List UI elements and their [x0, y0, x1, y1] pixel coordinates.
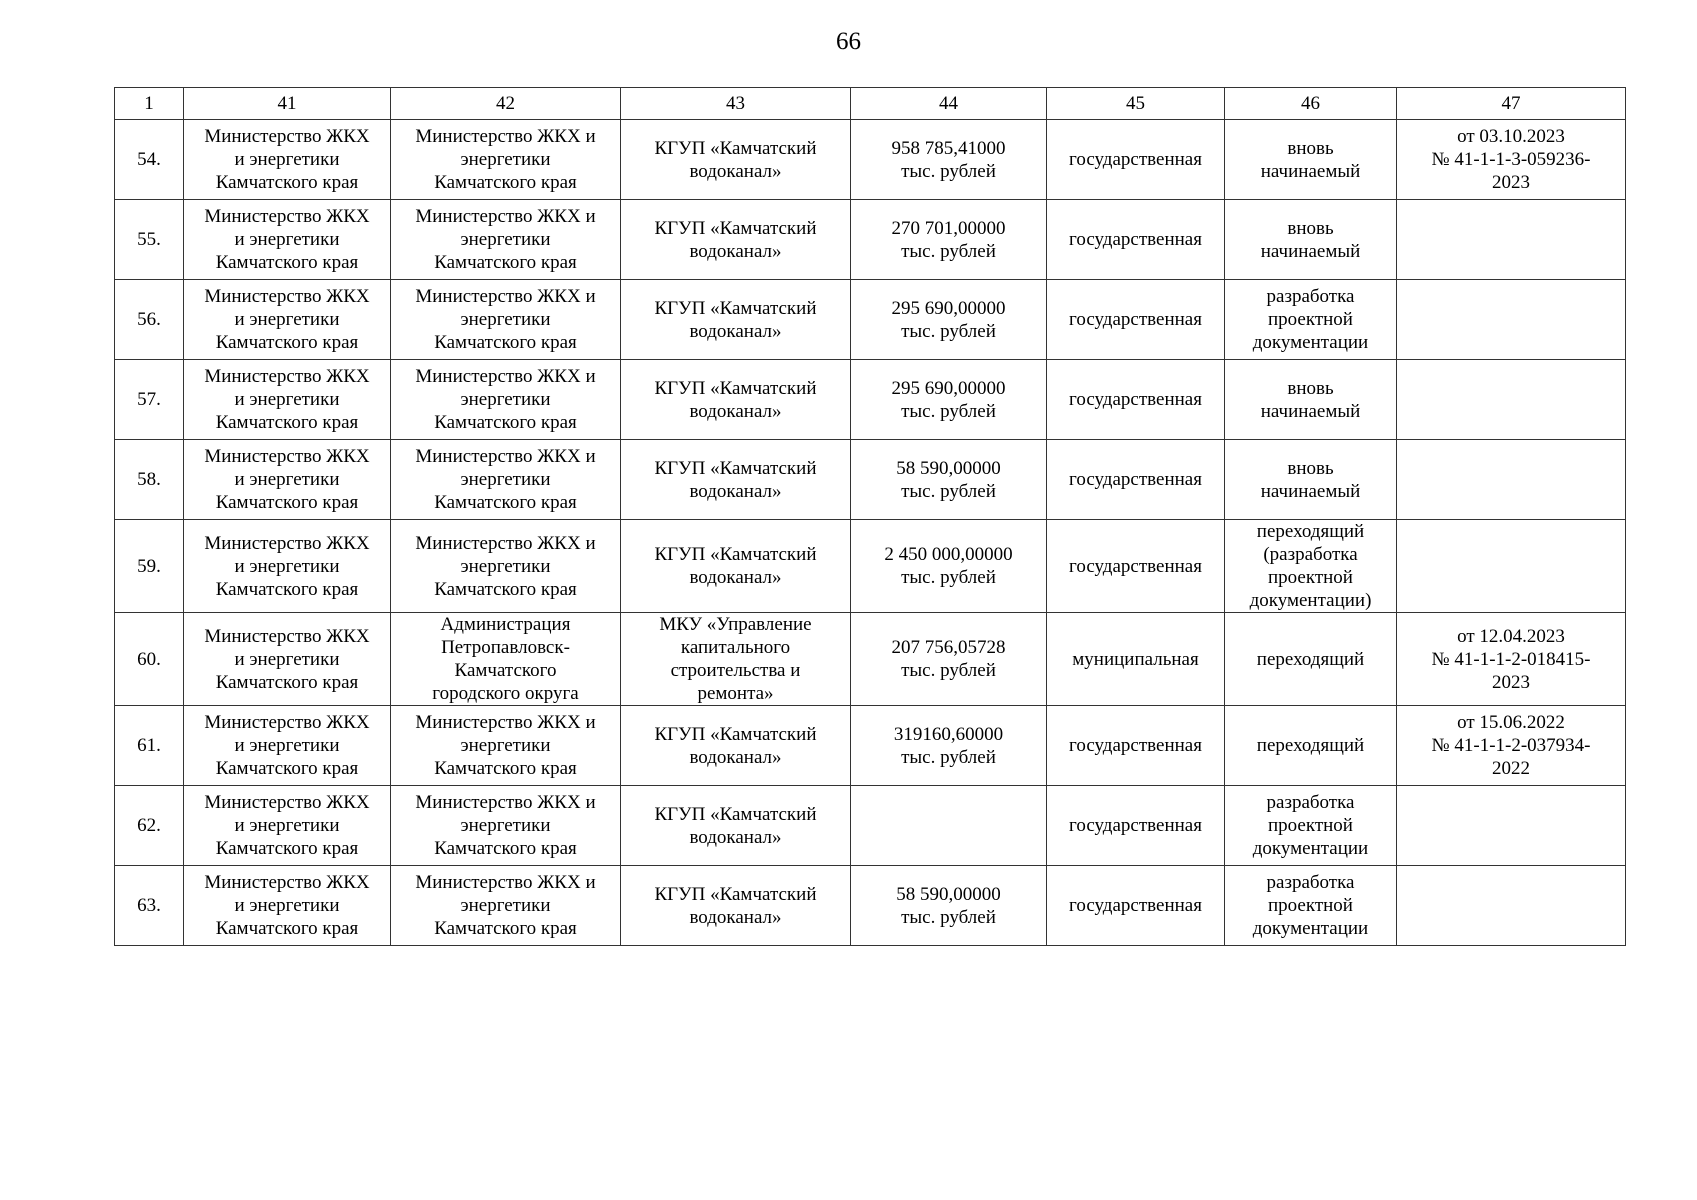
cell-col-47: [1397, 280, 1626, 360]
column-header: 45: [1047, 88, 1225, 120]
cell-col-45: государственная: [1047, 200, 1225, 280]
cell-col-45: государственная: [1047, 866, 1225, 946]
cell-col-46: вновь начинаемый: [1225, 120, 1397, 200]
table-row: [115, 786, 1626, 866]
row-number: 55.: [115, 200, 184, 280]
cell-col-42: Министерство ЖКХ и энергетики Камчатского края: [391, 520, 621, 613]
cell-col-43: КГУП «Камчатский водоканал»: [621, 280, 851, 360]
cell-col-42: Министерство ЖКХ и энергетики Камчатского края: [391, 360, 621, 440]
cell-col-41: Министерство ЖКХ и энергетики Камчатского края: [184, 440, 391, 520]
cell-col-42: Министерство ЖКХ и энергетики Камчатского края: [391, 120, 621, 200]
cell-col-45: государственная: [1047, 440, 1225, 520]
cell-col-47: [1397, 360, 1626, 440]
cell-col-43: КГУП «Камчатский водоканал»: [621, 440, 851, 520]
cell-col-41: Министерство ЖКХ и энергетики Камчатского края: [184, 280, 391, 360]
table-row: [115, 360, 1626, 440]
cell-col-47: [1397, 866, 1626, 946]
cell-col-46: вновь начинаемый: [1225, 360, 1397, 440]
cell-col-47: [1397, 440, 1626, 520]
column-header: 41: [184, 88, 391, 120]
column-header: 47: [1397, 88, 1626, 120]
cell-col-45: государственная: [1047, 360, 1225, 440]
cell-col-44: 295 690,00000 тыс. рублей: [851, 280, 1047, 360]
column-header: 46: [1225, 88, 1397, 120]
table-row: [115, 280, 1626, 360]
row-number: 57.: [115, 360, 184, 440]
row-number: 58.: [115, 440, 184, 520]
table-row: [115, 440, 1626, 520]
cell-col-41: Министерство ЖКХ и энергетики Камчатского края: [184, 866, 391, 946]
cell-col-45: государственная: [1047, 520, 1225, 613]
cell-col-41: Министерство ЖКХ и энергетики Камчатского края: [184, 786, 391, 866]
cell-col-44: [851, 786, 1047, 866]
table-row: [115, 120, 1626, 200]
table-row: [115, 200, 1626, 280]
cell-col-43: КГУП «Камчатский водоканал»: [621, 786, 851, 866]
row-number: 63.: [115, 866, 184, 946]
cell-col-46: переходящий: [1225, 706, 1397, 786]
cell-col-45: государственная: [1047, 706, 1225, 786]
cell-col-41: Министерство ЖКХ и энергетики Камчатского края: [184, 706, 391, 786]
cell-col-44: 207 756,05728 тыс. рублей: [851, 613, 1047, 706]
cell-col-45: государственная: [1047, 120, 1225, 200]
cell-col-44: 58 590,00000 тыс. рублей: [851, 866, 1047, 946]
column-header: 42: [391, 88, 621, 120]
cell-col-44: 319160,60000 тыс. рублей: [851, 706, 1047, 786]
cell-col-44: 958 785,41000 тыс. рублей: [851, 120, 1047, 200]
column-header: 44: [851, 88, 1047, 120]
column-header: 43: [621, 88, 851, 120]
cell-col-47: [1397, 520, 1626, 613]
row-number: 54.: [115, 120, 184, 200]
cell-col-46: переходящий: [1225, 613, 1397, 706]
cell-col-46: разработка проектной документации: [1225, 280, 1397, 360]
row-number: 60.: [115, 613, 184, 706]
cell-col-46: вновь начинаемый: [1225, 440, 1397, 520]
cell-col-47: [1397, 786, 1626, 866]
page-number: 66: [836, 28, 861, 55]
cell-col-43: КГУП «Камчатский водоканал»: [621, 866, 851, 946]
cell-col-43: КГУП «Камчатский водоканал»: [621, 360, 851, 440]
cell-col-42: Министерство ЖКХ и энергетики Камчатского края: [391, 280, 621, 360]
cell-col-41: Министерство ЖКХ и энергетики Камчатского края: [184, 520, 391, 613]
column-number-row: [115, 88, 1626, 120]
row-number: 56.: [115, 280, 184, 360]
cell-col-44: 58 590,00000 тыс. рублей: [851, 440, 1047, 520]
objects-table: [114, 87, 1626, 946]
cell-col-47: [1397, 200, 1626, 280]
cell-col-46: разработка проектной документации: [1225, 786, 1397, 866]
cell-col-41: Министерство ЖКХ и энергетики Камчатского края: [184, 360, 391, 440]
table-row: [115, 866, 1626, 946]
cell-col-46: вновь начинаемый: [1225, 200, 1397, 280]
cell-col-42: Министерство ЖКХ и энергетики Камчатского края: [391, 706, 621, 786]
cell-col-47: от 15.06.2022 № 41-1-1-2-037934- 2022: [1397, 706, 1626, 786]
cell-col-43: КГУП «Камчатский водоканал»: [621, 120, 851, 200]
cell-col-47: от 12.04.2023 № 41-1-1-2-018415- 2023: [1397, 613, 1626, 706]
cell-col-43: КГУП «Камчатский водоканал»: [621, 520, 851, 613]
cell-col-44: 295 690,00000 тыс. рублей: [851, 360, 1047, 440]
cell-col-42: Министерство ЖКХ и энергетики Камчатского края: [391, 440, 621, 520]
cell-col-47: от 03.10.2023 № 41-1-1-3-059236- 2023: [1397, 120, 1626, 200]
cell-col-42: Администрация Петропавловск- Камчатского городского округа: [391, 613, 621, 706]
cell-col-45: государственная: [1047, 786, 1225, 866]
cell-col-43: КГУП «Камчатский водоканал»: [621, 200, 851, 280]
cell-col-44: 2 450 000,00000 тыс. рублей: [851, 520, 1047, 613]
cell-col-41: Министерство ЖКХ и энергетики Камчатского края: [184, 613, 391, 706]
table-row: [115, 520, 1626, 613]
row-number: 59.: [115, 520, 184, 613]
column-header: 1: [115, 88, 184, 120]
row-number: 61.: [115, 706, 184, 786]
cell-col-41: Министерство ЖКХ и энергетики Камчатского края: [184, 120, 391, 200]
cell-col-42: Министерство ЖКХ и энергетики Камчатского края: [391, 866, 621, 946]
table-row: [115, 706, 1626, 786]
cell-col-41: Министерство ЖКХ и энергетики Камчатского края: [184, 200, 391, 280]
cell-col-45: государственная: [1047, 280, 1225, 360]
cell-col-43: МКУ «Управление капитального строительства и ремонта»: [621, 613, 851, 706]
cell-col-43: КГУП «Камчатский водоканал»: [621, 706, 851, 786]
table-row: [115, 613, 1626, 706]
cell-col-42: Министерство ЖКХ и энергетики Камчатского края: [391, 200, 621, 280]
cell-col-42: Министерство ЖКХ и энергетики Камчатского края: [391, 786, 621, 866]
cell-col-45: муниципальная: [1047, 613, 1225, 706]
row-number: 62.: [115, 786, 184, 866]
cell-col-46: разработка проектной документации: [1225, 866, 1397, 946]
cell-col-46: переходящий (разработка проектной документации): [1225, 520, 1397, 613]
cell-col-44: 270 701,00000 тыс. рублей: [851, 200, 1047, 280]
